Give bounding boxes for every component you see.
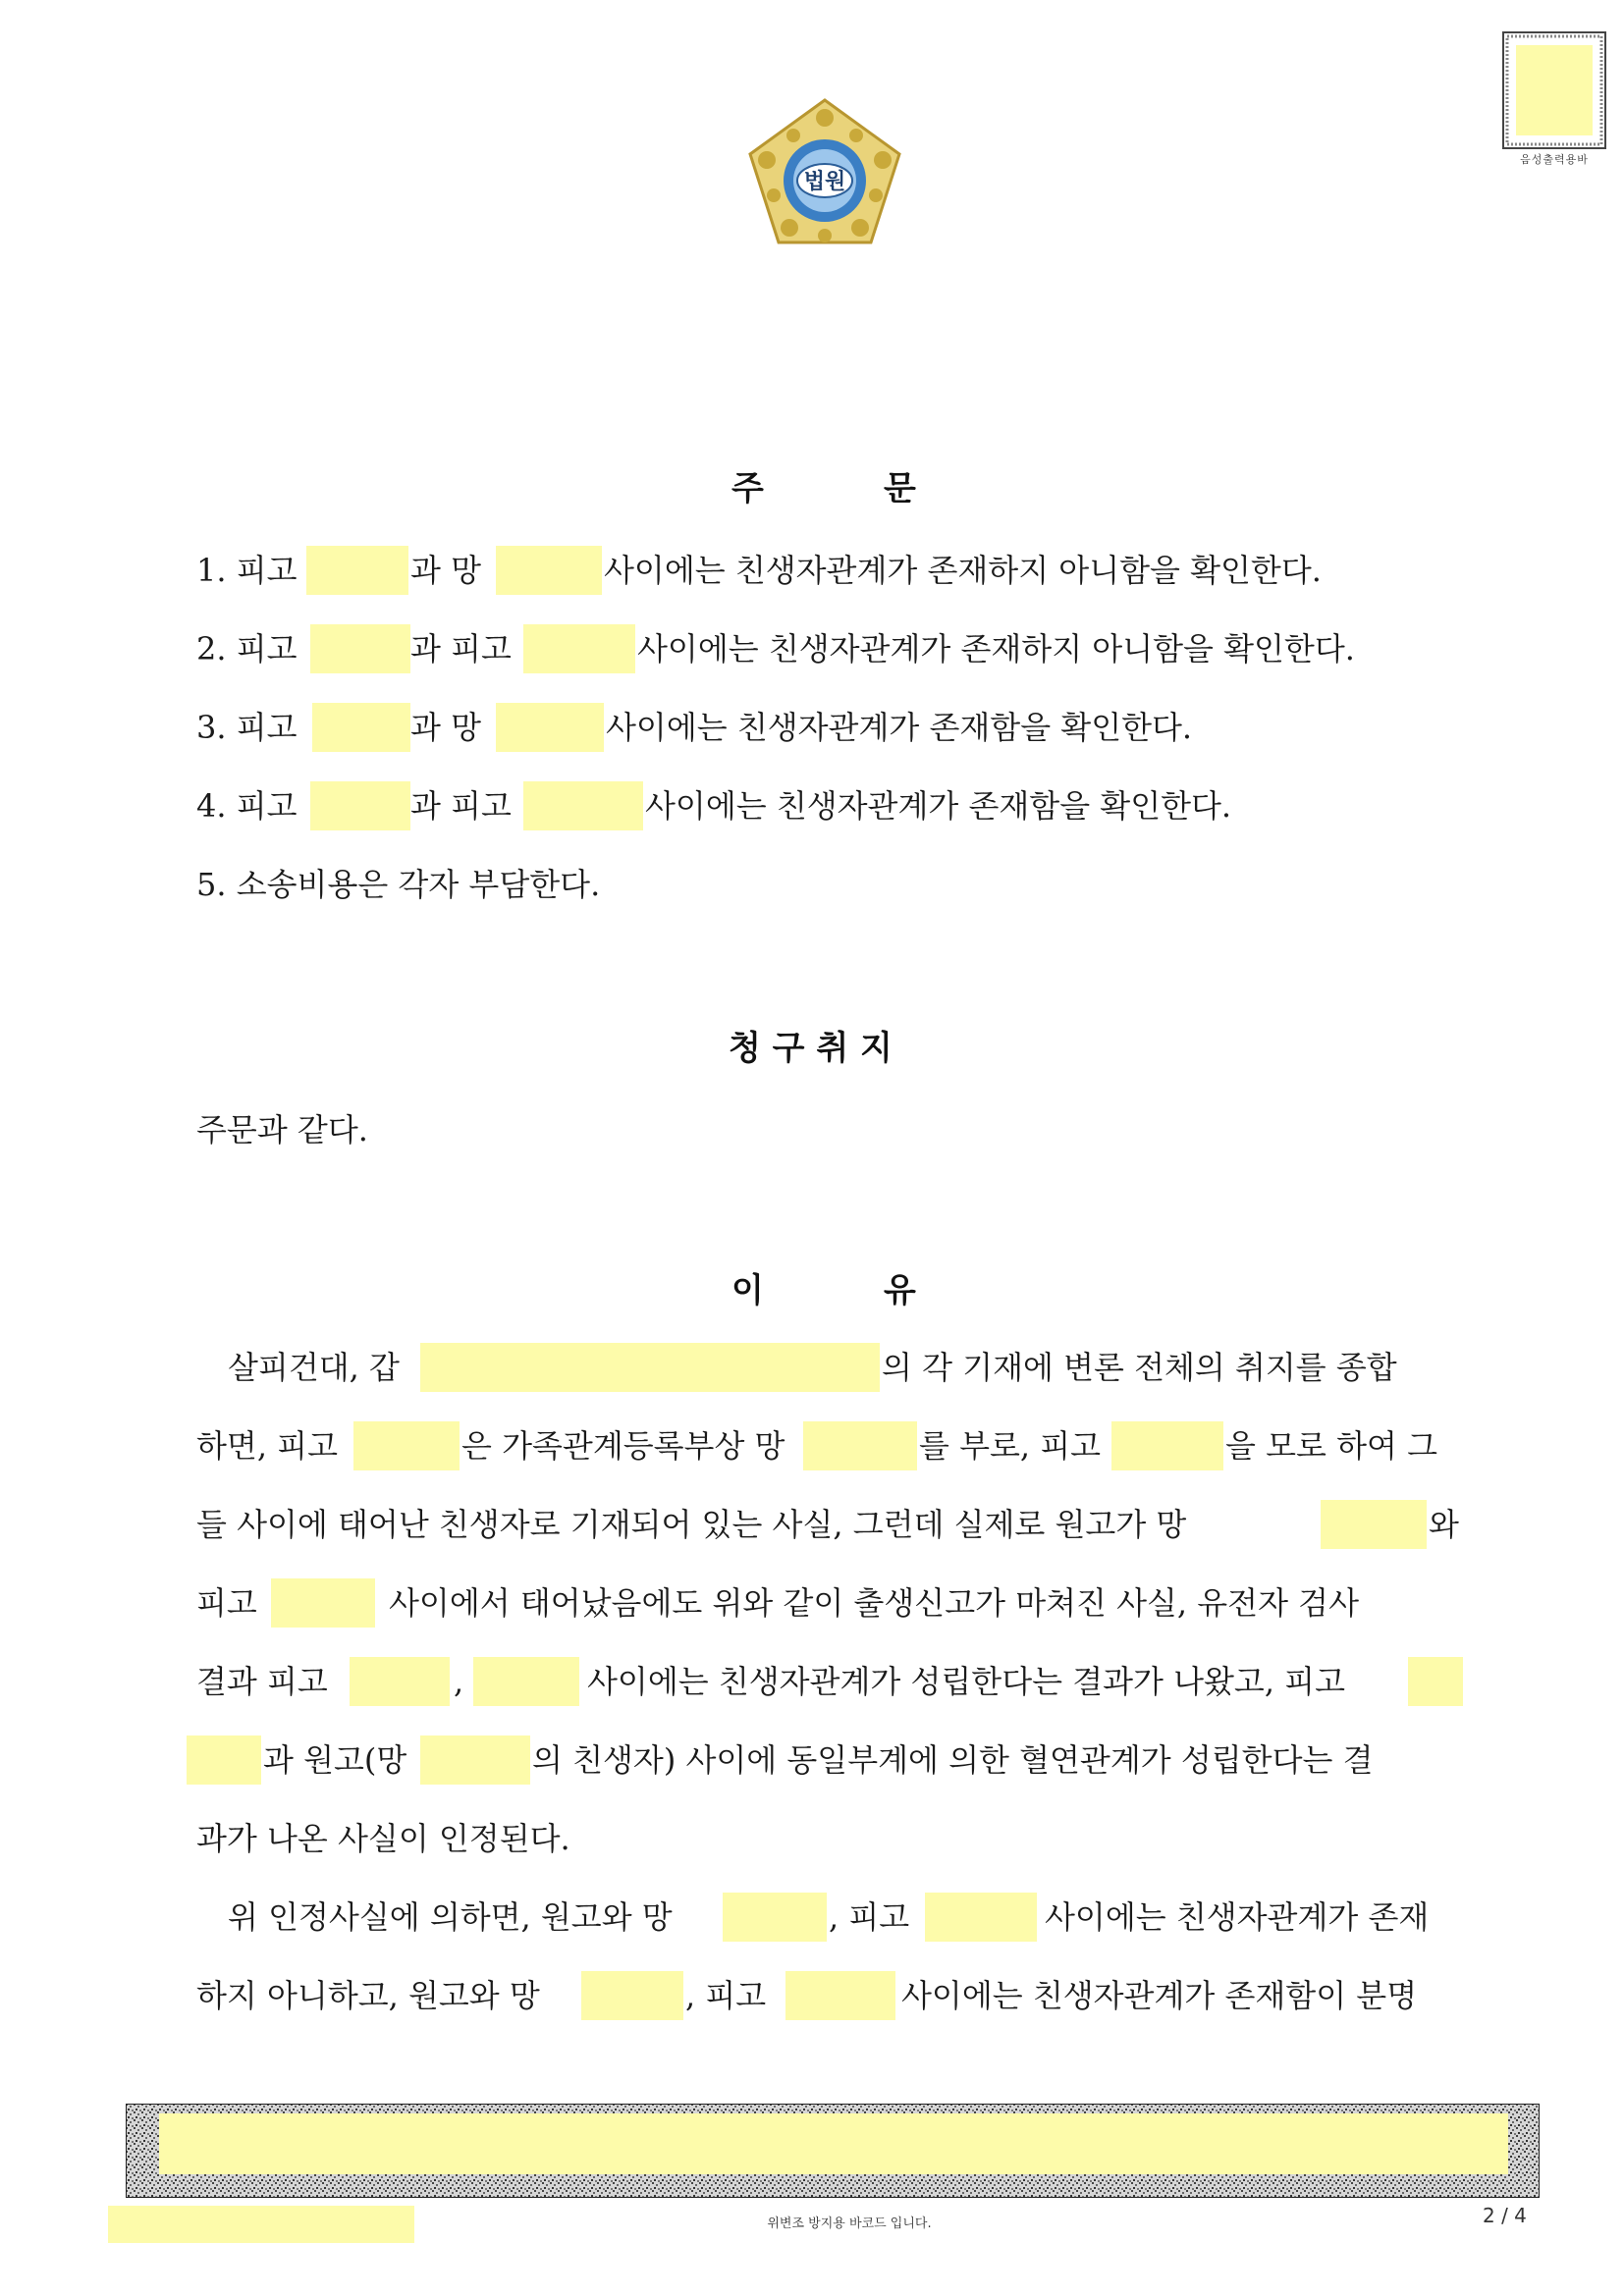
- claim-text: 주문과 같다.: [196, 1111, 368, 1148]
- reason-line-2b: 은 가족관계등록부상 망: [461, 1427, 785, 1465]
- redaction: [785, 1971, 895, 2020]
- order-item-1-a: 과 망: [410, 552, 481, 589]
- reason-line-8a: 위 인정사실에 의하면, 원고와 망: [228, 1898, 673, 1936]
- barcode-note: 위변조 방지용 바코드 입니다.: [767, 2216, 932, 2231]
- redaction: [350, 1657, 450, 1706]
- reason-line-9b: , 피고: [685, 1977, 767, 2014]
- reason-line-5b: ,: [454, 1663, 464, 1700]
- reason-line-4a: 피고: [196, 1584, 257, 1622]
- reason-line-3a: 들 사이에 태어난 친생자로 기재되어 있는 사실, 그런데 실제로 원고가 망: [196, 1506, 1187, 1543]
- reason-line-1a: 살피건대, 갑: [228, 1349, 400, 1386]
- redaction: [723, 1893, 827, 1942]
- redaction: [420, 1343, 880, 1392]
- order-item-3-a: 과 망: [410, 709, 481, 746]
- redaction: [187, 1735, 261, 1785]
- redaction: [306, 546, 408, 595]
- order-title-1: 주: [731, 469, 764, 508]
- reason-line-4b: 사이에서 태어났음에도 위와 같이 출생신고가 마쳐진 사실, 유전자 검사: [389, 1584, 1359, 1622]
- reason-line-8b: , 피고: [829, 1898, 910, 1936]
- reason-line-2c: 를 부로, 피고: [919, 1427, 1102, 1465]
- redaction: [473, 1657, 579, 1706]
- order-item-2-b: 사이에는 친생자관계가 존재하지 아니함을 확인한다.: [637, 630, 1355, 667]
- order-item-4-num: 4. 피고: [196, 787, 298, 825]
- order-item-2-num: 2. 피고: [196, 630, 298, 667]
- reason-line-8c: 사이에는 친생자관계가 존재: [1045, 1898, 1430, 1936]
- order-item-2-a: 과 피고: [410, 630, 512, 667]
- redaction: [108, 2206, 414, 2243]
- anti-forgery-barcode: [126, 2104, 1540, 2198]
- redaction: [523, 624, 635, 673]
- reason-line-2a: 하면, 피고: [196, 1427, 338, 1465]
- order-item-1-b: 사이에는 친생자관계가 존재하지 아니함을 확인한다.: [604, 552, 1322, 589]
- qr-code: [1502, 31, 1606, 149]
- order-item-1-num: 1. 피고: [196, 552, 298, 589]
- reason-line-5c: 사이에는 친생자관계가 성립한다는 결과가 나왔고, 피고: [587, 1663, 1346, 1700]
- reason-line-7: 과가 나온 사실이 인정된다.: [196, 1820, 570, 1857]
- redaction: [420, 1735, 530, 1785]
- page-number: 2 / 4: [1483, 2204, 1527, 2227]
- order-item-4-b: 사이에는 친생자관계가 존재함을 확인한다.: [645, 787, 1232, 825]
- claim-title: 청 구 취 지: [729, 1029, 893, 1068]
- order-item-3-num: 3. 피고: [196, 709, 298, 746]
- qr-caption: 음성출력용바: [1520, 153, 1589, 166]
- reason-title-2: 유: [884, 1271, 916, 1310]
- redaction: [271, 1578, 375, 1628]
- redaction: [1321, 1500, 1427, 1549]
- redaction: [523, 781, 643, 830]
- redaction: [496, 546, 602, 595]
- redaction: [803, 1421, 917, 1470]
- reason-line-9c: 사이에는 친생자관계가 존재함이 분명: [901, 1977, 1418, 2014]
- redaction: [925, 1893, 1037, 1942]
- redaction: [1111, 1421, 1223, 1470]
- redaction: [353, 1421, 460, 1470]
- order-item-4-a: 과 피고: [410, 787, 512, 825]
- redaction: [310, 781, 410, 830]
- redaction: [581, 1971, 683, 2020]
- redaction: [310, 624, 410, 673]
- redaction: [312, 703, 410, 752]
- order-title-2: 문: [884, 469, 916, 508]
- reason-line-3b: 와: [1429, 1506, 1459, 1543]
- reason-line-6a: 과 원고(망: [263, 1741, 407, 1779]
- reason-title-1: 이: [731, 1271, 764, 1310]
- reason-line-2d: 을 모로 하여 그: [1225, 1427, 1437, 1465]
- emblem-text: 법원: [803, 170, 846, 194]
- reason-line-6b: 의 친생자) 사이에 동일부계에 의한 혈연관계가 성립한다는 결: [532, 1741, 1374, 1779]
- order-item-3-b: 사이에는 친생자관계가 존재함을 확인한다.: [606, 709, 1193, 746]
- order-item-5: 5. 소송비용은 각자 부담한다.: [196, 866, 601, 903]
- reason-line-1b: 의 각 기재에 변론 전체의 취지를 종합: [882, 1349, 1397, 1386]
- court-emblem: [742, 94, 907, 259]
- reason-line-9a: 하지 아니하고, 원고와 망: [196, 1977, 540, 2014]
- redaction: [1408, 1657, 1463, 1706]
- reason-line-5a: 결과 피고: [196, 1663, 328, 1700]
- redaction: [496, 703, 604, 752]
